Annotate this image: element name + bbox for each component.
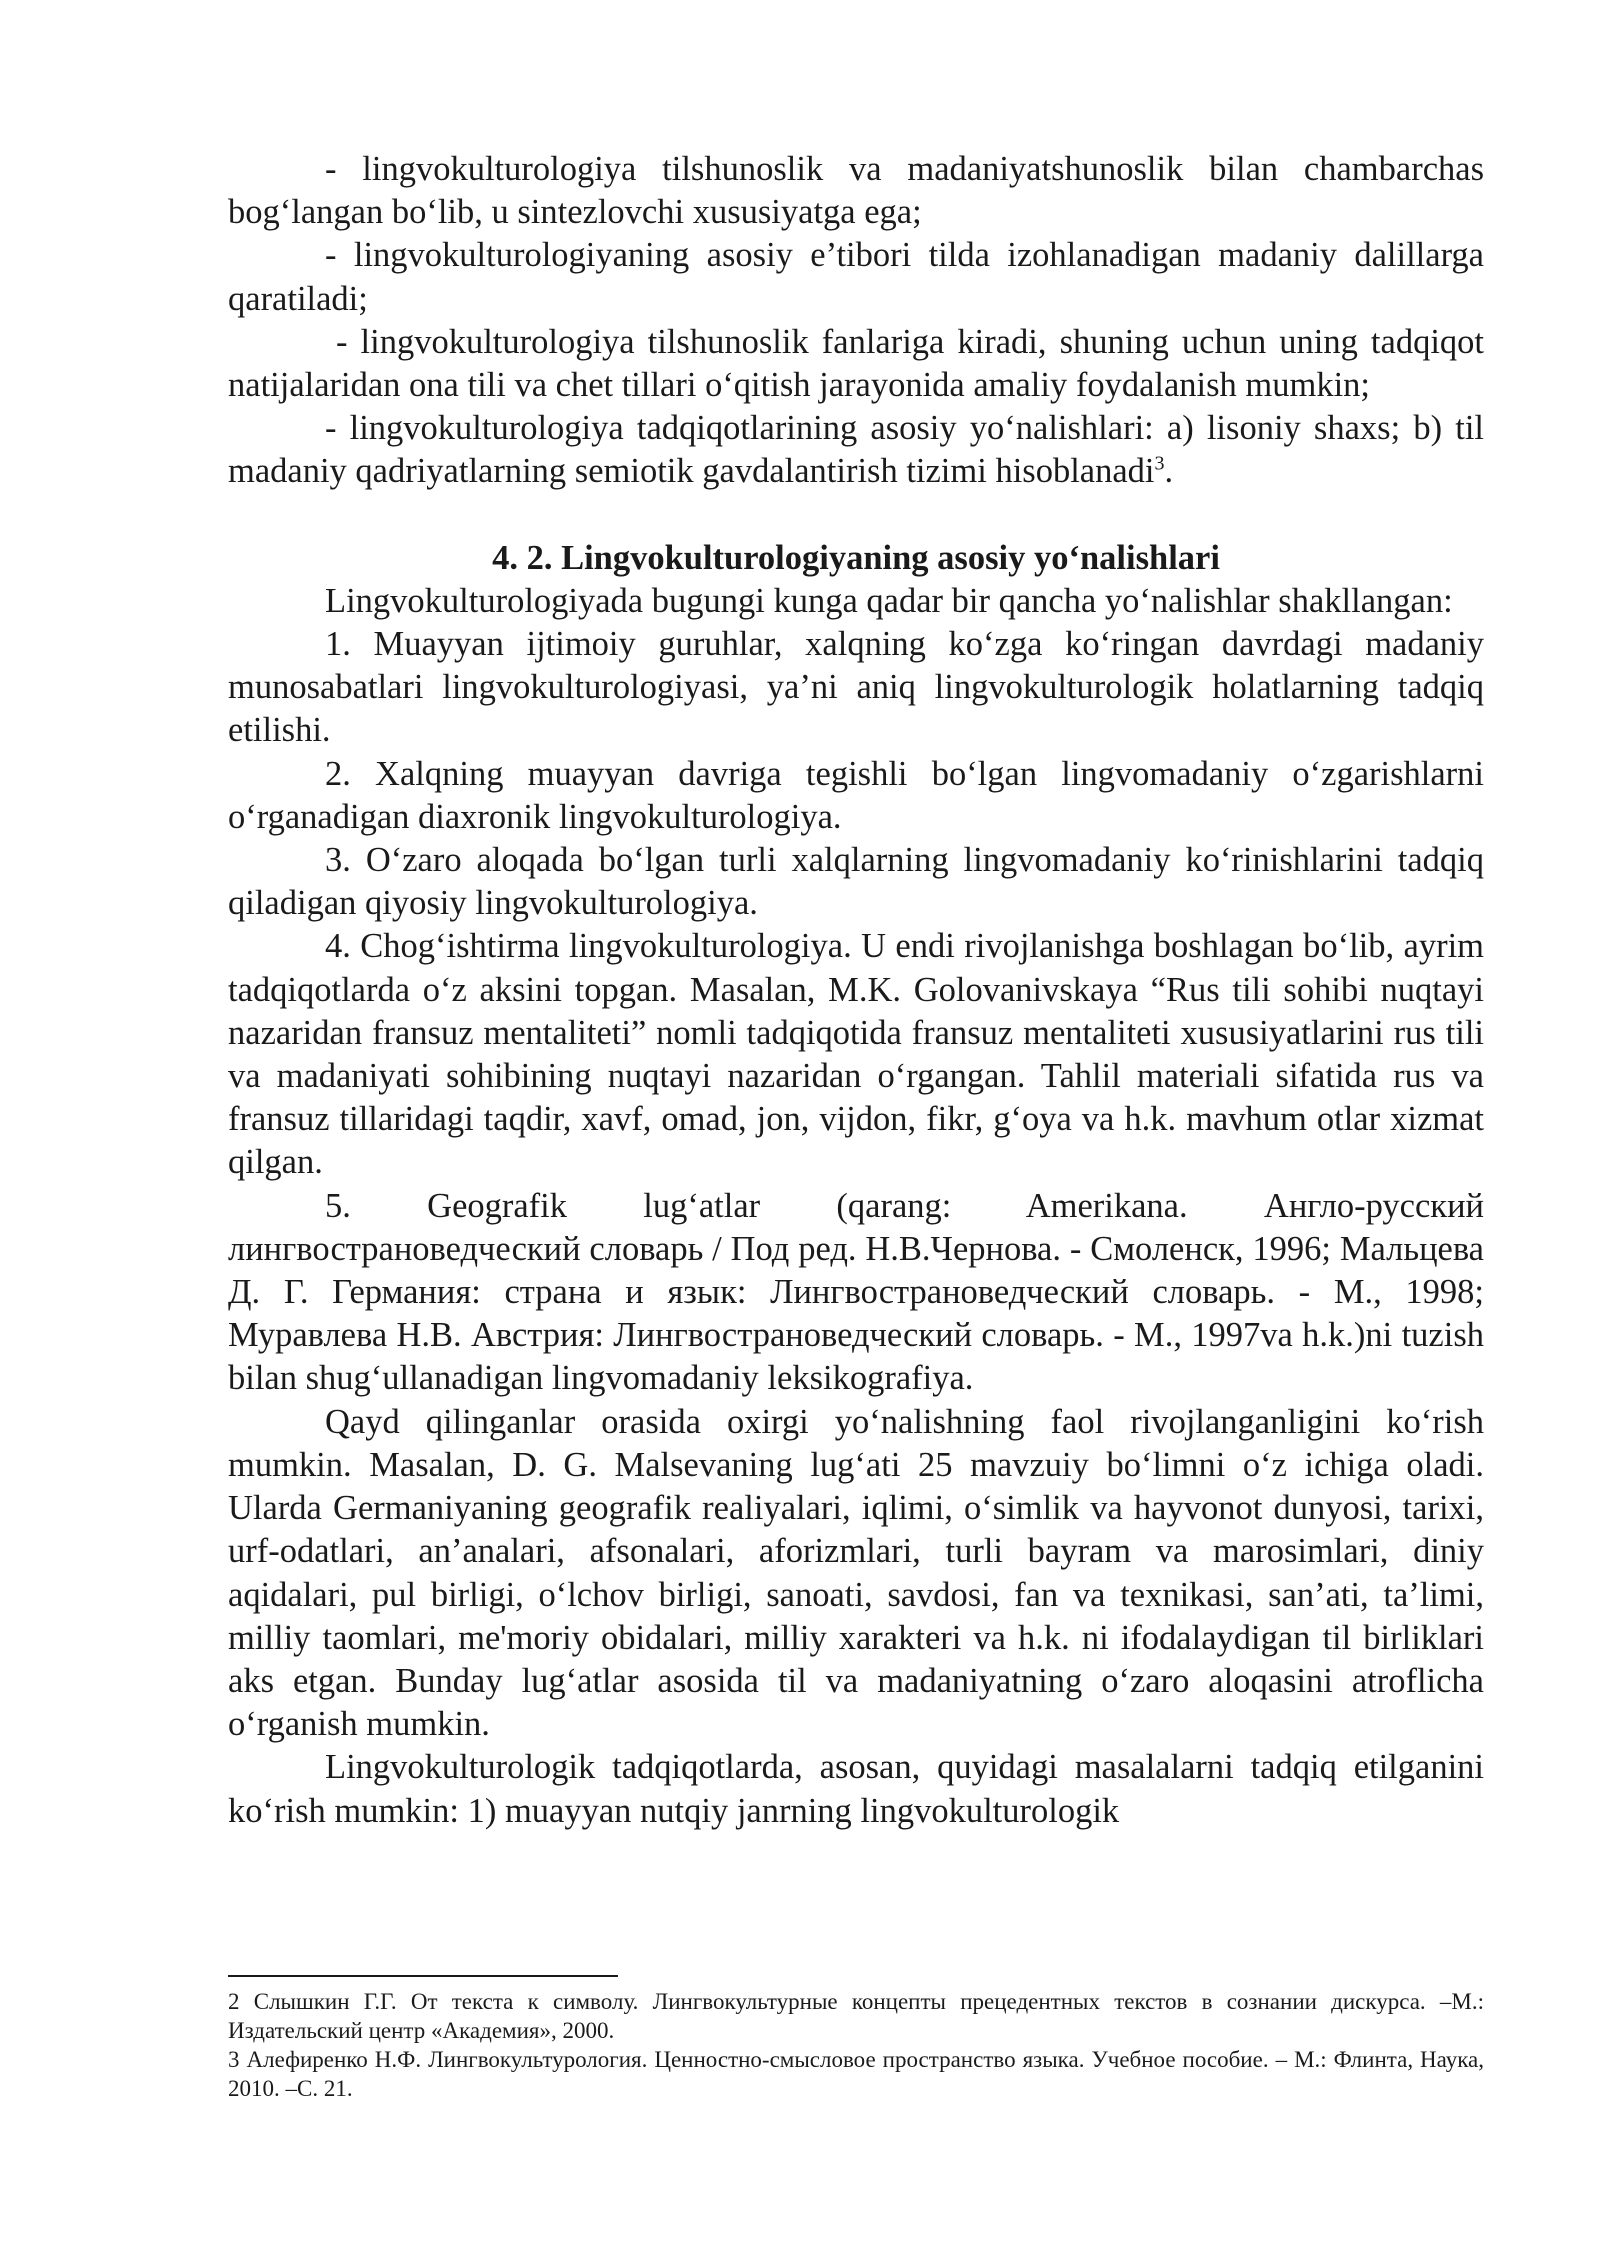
paragraph-intro: Lingvokulturologiyada bugungi kunga qadar bir qancha yo‘nalishlar shakllangan:: [325, 581, 1453, 620]
footnote-2: 2 Слышкин Г.Г. От текста к символу. Лингвокультурные концепты прецедентных текстов в сознании дискурса. –М.: Издательский центр «Академия», 2000.: [228, 1989, 1484, 2043]
paragraph-direction-3: 3. O‘zaro aloqada bo‘lgan turli xalqlarning lingvomadaniy ko‘rinishlarini tadqiq qiladigan qiyosiy lingvokulturologiya.: [228, 841, 1484, 923]
section-heading: 4. 2. Lingvokulturologiyaning asosiy yo‘nalishlari: [492, 538, 1220, 577]
paragraph-direction-1: 1. Muayyan ijtimoiy guruhlar, xalqning ko‘zga ko‘ringan davrdagi madaniy munosabatlari lingvokulturologiyasi, ya’ni aniq lingvokulturologik holatlarning tadqiq etilishi.: [228, 625, 1484, 750]
paragraph-research: Lingvokulturologik tadqiqotlarda, asosan, quyidagi masalalarni tadqiq etilganini ko‘rish mumkin: 1) muayyan nutqiy janrning lingvokulturologik: [228, 1748, 1484, 1830]
footnote-ref-3: 3: [1154, 452, 1165, 475]
paragraph-list-item-4: [228, 407, 1484, 493]
paragraph-direction-2: 2. Xalqning muayyan davriga tegishli bo‘lgan lingvomadaniy o‘zgarishlarni o‘rganadigan diaxronik lingvokulturologiya.: [228, 754, 1484, 836]
paragraph-direction-4: 4. Chog‘ishtirma lingvokulturologiya. U endi rivojlanishga boshlagan bo‘lib, ayrim tadqiqotlarda o‘z aksini topgan. Masalan, M.K. Golovanivskaya “Rus tili sohibi nuqtayi nazaridan fransuz mentaliteti” nomli tadqiqotida fransuz mentaliteti xususiyatlarini rus tili va madaniyati sohibining nuqtayi nazaridan o‘rgangan. Tahlil materiali sifatida rus va fransuz tillaridagi taqdir, xavf, omad, jon, vijdon, fikr, g‘oya va h.k. mavhum otlar xizmat qilgan.: [228, 927, 1484, 1182]
main-text: [228, 148, 1484, 1833]
paragraph-list-item-2: - lingvokulturologiyaning asosiy e’tibori tilda izohlanadigan madaniy dalillarga qaratiladi;: [228, 236, 1484, 318]
footnote-separator: [228, 1975, 618, 1977]
paragraph-list-item-4-text: - lingvokulturologiya tadqiqotlarining asosiy yo‘nalishlari: a) lisoniy shaxs; b) til madaniy qadriyatlarning semiotik gavdalantirish tizimi hisoblanadi: [228, 409, 1484, 491]
paragraph-list-item-1: - lingvokulturologiya tilshunoslik va madaniyatshunoslik bilan chambarchas bog‘langan bo‘lib, u sintezlovchi xususiyatga ega;: [228, 150, 1484, 232]
footnotes: [228, 1987, 1484, 2103]
paragraph-list-item-3: - lingvokulturologiya tilshunoslik fanlariga kiradi, shuning uchun uning tadqiqot natijalaridan ona tili va chet tillari o‘qitish jarayonida amaliy foydalanish mumkin;: [228, 322, 1484, 405]
paragraph-list-item-4-period: .: [1164, 452, 1174, 491]
paragraph-dictionary: Qayd qilinganlar orasida oxirgi yo‘nalishning faol rivojlanganligini ko‘rish mumkin. Masalan, D. G. Malsevaning lug‘ati 25 mavzuiy bo‘limni o‘z ichiga oladi. Ularda Germaniyaning geografik realiyalari, iqlimi, o‘simlik va hayvonot dunyosi, tarixi, urf-odatlari, an’analari, afsonalari, aforizmlari, turli bayram va marosimlari, diniy aqidalari, pul birligi, o‘lchov birligi, sanoati, savdosi, fan va texnikasi, san’ati, ta’limi, milliy taomlari, me'moriy obidalari, milliy xarakteri va h.k. ni ifodalaydigan til birliklari aks etgan. Bunday lug‘atlar asosida til va madaniyatning o‘zaro aloqasini atroflicha o‘rganish mumkin.: [228, 1402, 1484, 1744]
paragraph-direction-5: 5. Geografik lug‘atlar (qarang: Amerikana. Англо-русский лингвострановедческий словарь / Под ред. Н.В.Чернова. - Смоленск, 1996; Мальцева Д. Г. Германия: страна и язык: Лингвострановедческий словарь. - М., 1998; Муравлева Н.В. Австрия: Лингвострановедческий словарь. - М., 1997va h.k.)ni tuzish bilan shug‘ullanadigan lingvomadaniy leksikografiya.: [228, 1186, 1484, 1398]
footnote-3: 3 Алефиренко Н.Ф. Лингвокультурология. Ценностно-смысловое пространство языка. Учебное пособие. – М.: Флинта, Наука, 2010. –С. 21.: [228, 2047, 1484, 2101]
